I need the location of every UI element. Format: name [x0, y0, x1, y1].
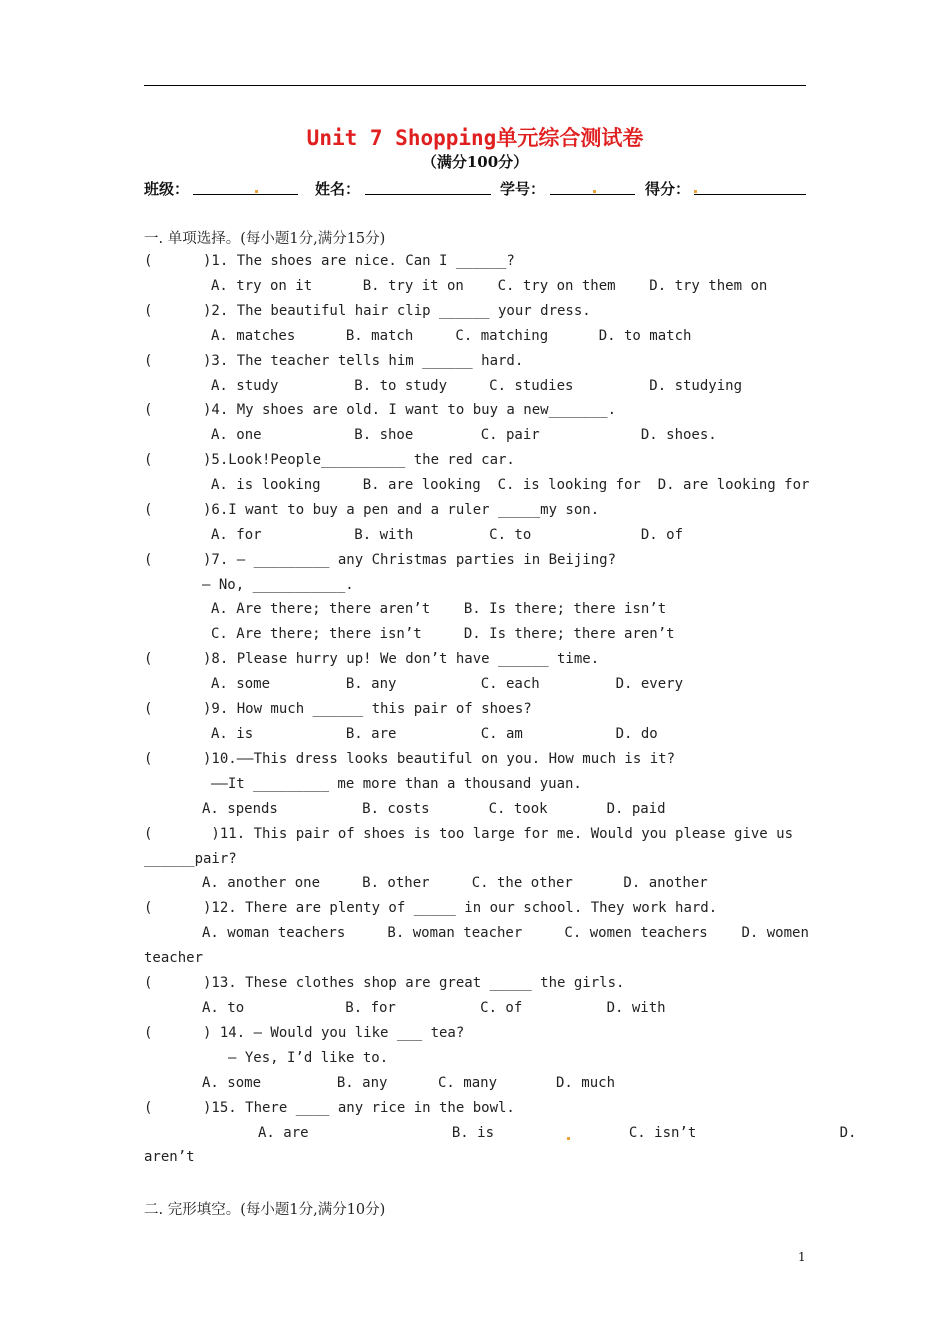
question-11: ( )11. This pair of shoes is too large for me. Would you please give us	[144, 826, 794, 842]
question-8: ( )8. Please hurry up! We don’t have ______ time.	[144, 651, 600, 667]
question-13: ( )13. These clothes shop are great _____ the girls.	[144, 975, 625, 991]
options-6: A. for B. with C. to D. of	[211, 527, 684, 543]
name-blank	[365, 194, 491, 195]
number-label: 学号：	[500, 180, 546, 198]
mark-dot	[255, 190, 258, 193]
options-7a: A. Are there; there aren’t B. Is there; there isn’t	[211, 601, 667, 617]
options-12: A. woman teachers B. woman teacher C. women teachers D. women	[202, 925, 809, 941]
options-4: A. one B. shoe C. pair D. shoes.	[211, 427, 717, 443]
options-15-cont: aren’t	[144, 1149, 195, 1165]
question-7-reply: — No, ___________.	[202, 577, 354, 593]
options-12-cont: teacher	[144, 950, 204, 966]
question-4: ( )4. My shoes are old. I want to buy a new_______.	[144, 402, 617, 418]
name-label: 姓名：	[315, 180, 361, 198]
options-10: A. spends B. costs C. took D. paid	[202, 801, 666, 817]
question-11-cont: ______pair?	[144, 851, 237, 867]
question-2: ( )2. The beautiful hair clip ______ your dress.	[144, 303, 591, 319]
options-11: A. another one B. other C. the other D. another	[202, 875, 708, 891]
section-heading-2: 二. 完形填空。(每小题1分,满分10分)	[144, 1202, 386, 1218]
options-7b: C. Are there; there isn’t D. Is there; there aren’t	[211, 626, 675, 642]
question-12: ( )12. There are plenty of _____ in our school. They work hard.	[144, 900, 718, 916]
options-3: A. study B. to study C. studies D. studying	[211, 378, 743, 394]
options-8: A. some B. any C. each D. every	[211, 676, 684, 692]
options-13: A. to B. for C. of D. with	[202, 1000, 666, 1016]
options-1: A. try on it B. try it on C. try on them D. try them on	[211, 278, 768, 294]
number-blank	[550, 194, 635, 195]
page-number: 1	[798, 1250, 806, 1264]
options-2: A. matches B. match C. matching D. to match	[211, 328, 692, 344]
question-3: ( )3. The teacher tells him ______ hard.	[144, 353, 524, 369]
class-blank	[193, 194, 298, 195]
options-9: A. is B. are C. am D. do	[211, 726, 658, 742]
page-subtitle: （满分100分）	[421, 153, 529, 171]
question-9: ( )9. How much ______ this pair of shoes?	[144, 701, 532, 717]
options-14: A. some B. any C. many D. much	[202, 1075, 616, 1091]
options-15: A. are B. is C. isn’t D.	[258, 1125, 857, 1141]
question-7: ( )7. — _________ any Christmas parties in Beijing?	[144, 552, 617, 568]
question-14-reply: — Yes, I’d like to.	[228, 1050, 389, 1066]
section-heading-1: 一. 单项选择。(每小题1分,满分15分)	[144, 231, 386, 247]
question-14: ( ) 14. — Would you like ___ tea?	[144, 1025, 465, 1041]
class-label: 班级：	[144, 180, 190, 198]
question-5: ( )5.Look!People__________ the red car.	[144, 452, 515, 468]
score-blank	[694, 194, 806, 195]
score-label: 得分：	[645, 180, 691, 198]
question-1: ( )1. The shoes are nice. Can I ______?	[144, 253, 515, 269]
question-6: ( )6.I want to buy a pen and a ruler _____my son.	[144, 502, 600, 518]
options-5: A. is looking B. are looking C. is looking for D. are looking for	[211, 477, 810, 493]
mark-dot	[593, 190, 596, 193]
page-title: Unit 7 Shopping单元综合测试卷	[306, 126, 644, 150]
mark-dot	[694, 190, 697, 193]
question-10: ( )10.——This dress looks beautiful on you. How much is it?	[144, 751, 676, 767]
header-rule	[144, 85, 806, 86]
question-10-reply: ——It _________ me more than a thousand yuan.	[211, 776, 582, 792]
question-15: ( )15. There ____ any rice in the bowl.	[144, 1100, 515, 1116]
